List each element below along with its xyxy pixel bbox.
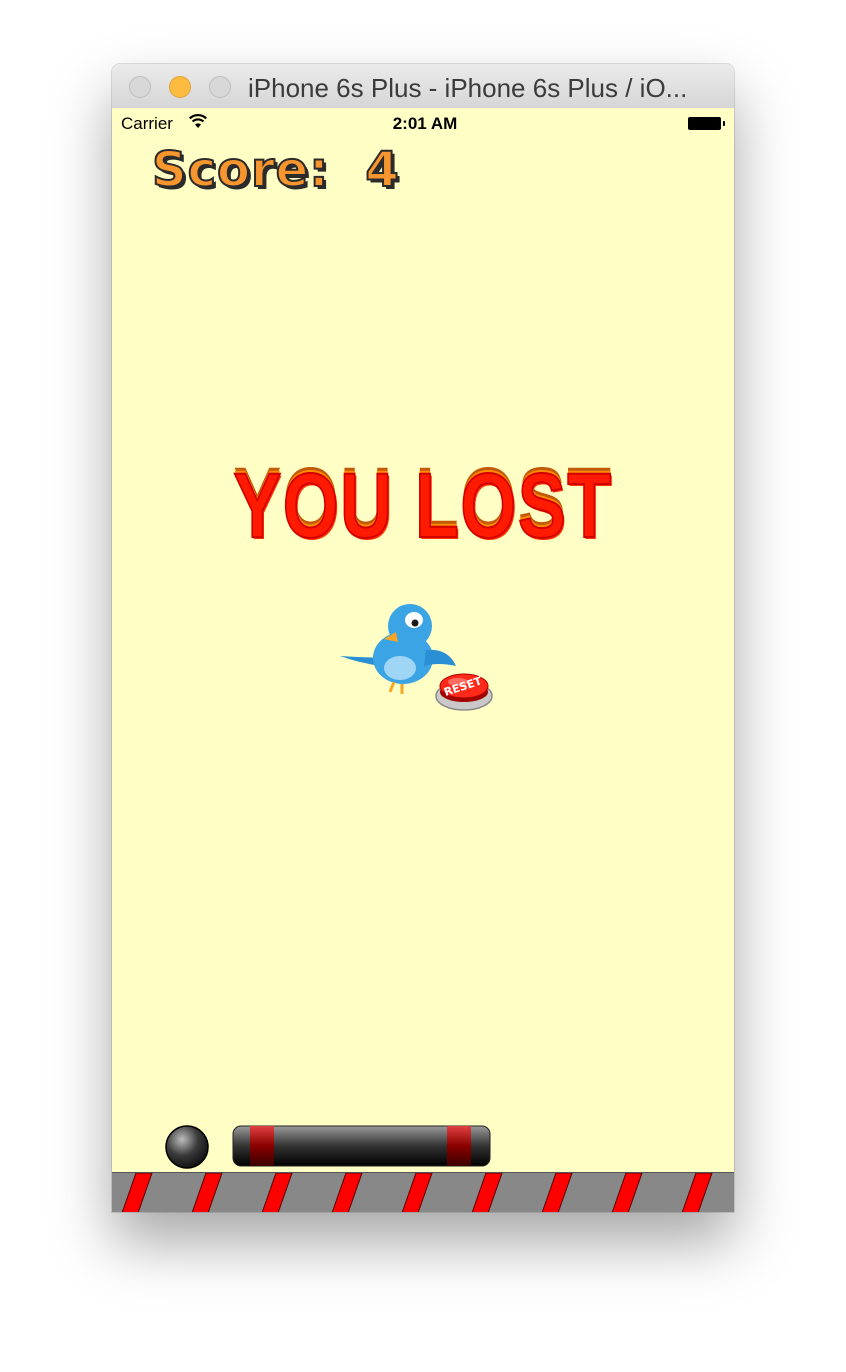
game-over-text: YOU LOST [233,455,613,557]
status-bar [112,108,734,138]
battery-icon [688,117,721,130]
carrier-label: Carrier [121,114,173,133]
score-label: Score: [152,142,330,198]
paddle-icon[interactable] [232,1124,610,1170]
minimize-window-button[interactable] [169,76,191,98]
simulator-window [112,64,734,1212]
reset-button[interactable] [338,596,498,716]
window-title: iPhone 6s Plus - iPhone 6s Plus / iO... [248,73,688,103]
bird-icon [338,596,498,716]
score-value: 4 [365,142,400,198]
close-window-button[interactable] [129,76,151,98]
score-display [152,142,400,198]
ball-icon [164,1124,210,1170]
reset-button-icon: RESET [442,674,484,699]
hazard-floor [112,1172,734,1212]
title-bar[interactable] [112,64,734,109]
status-time: 2:01 AM [392,114,458,133]
game-screen[interactable] [112,108,734,1212]
zoom-window-button[interactable] [209,76,231,98]
